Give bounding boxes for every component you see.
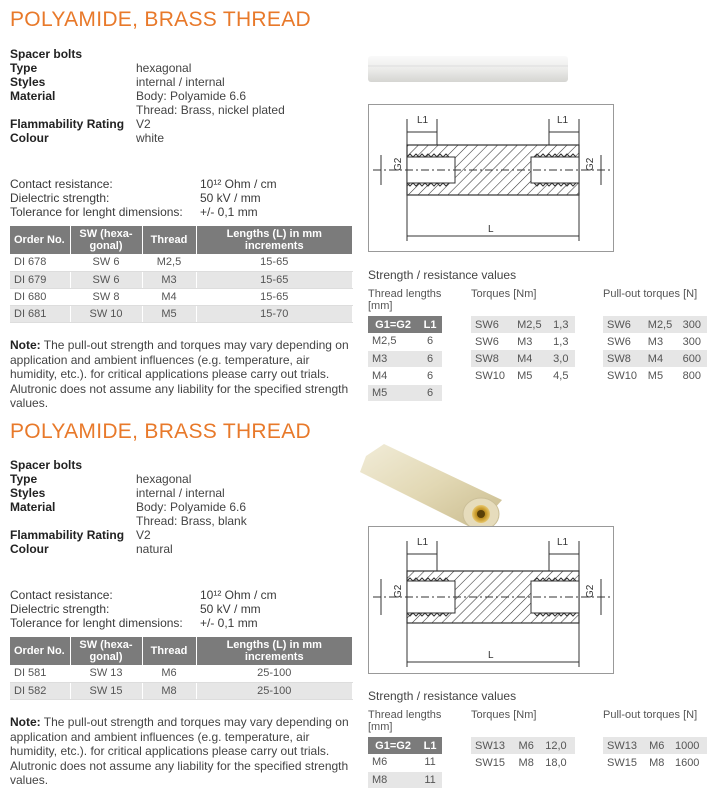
prop-key: Flammability Rating	[10, 117, 125, 131]
th: G1=G2	[368, 316, 418, 333]
spec-key: Dielectric strength:	[10, 602, 110, 616]
order-header: Thread	[142, 637, 196, 665]
prop-key: Material	[10, 500, 56, 514]
table-row: M2,5 6	[368, 333, 442, 350]
prop-value: white	[136, 131, 165, 145]
prop-key: Material	[10, 89, 56, 103]
table-row: SW8 M4 600	[603, 350, 707, 367]
table-row: M8 11	[368, 771, 442, 788]
spec-key: Tolerance for lenght dimensions:	[10, 205, 183, 219]
order-header: Lengths (L) in mm increments	[196, 226, 353, 254]
table-row: SW8 M4 3,0	[471, 350, 575, 367]
prop-key	[10, 514, 136, 528]
prop-value: internal / internal	[136, 75, 225, 89]
torque-table	[471, 316, 575, 384]
th: L1	[418, 737, 442, 754]
l-label: L	[488, 650, 494, 661]
property-list	[10, 458, 340, 556]
spec-key: Dielectric strength:	[10, 191, 110, 205]
l1-label: L1	[417, 537, 429, 548]
th: G1=G2	[368, 737, 418, 754]
l1-label: L1	[417, 115, 429, 126]
g2-label: G2	[585, 584, 596, 598]
pullout-table	[603, 737, 707, 771]
thread-lengths-heading: Thread lengths [mm]	[368, 709, 442, 733]
prop-value: V2	[136, 528, 151, 542]
prop-key: Styles	[10, 75, 46, 89]
strength-title: Strength / resistance values	[368, 689, 517, 703]
prop-value: hexagonal	[136, 472, 192, 486]
technical-drawing	[368, 526, 614, 674]
table-row: SW6 M3 300	[607, 335, 702, 348]
spec-value: 10¹² Ohm / cm	[200, 588, 277, 602]
section-title: POLYAMIDE, BRASS THREAD	[10, 8, 311, 31]
subtitle: Spacer bolts	[10, 47, 83, 61]
g2-label: G2	[393, 584, 404, 598]
spec-key: Contact resistance:	[10, 177, 113, 191]
table-row: SW15 M8 1600	[607, 756, 700, 769]
prop-value: V2	[136, 117, 151, 131]
order-header: Thread	[142, 226, 196, 254]
table-row: DI 680 SW 8 M4 15-65	[10, 288, 353, 305]
g2-label: G2	[393, 157, 404, 171]
prop-value: Thread: Brass, nickel plated	[136, 103, 285, 117]
table-row: M4 6	[368, 367, 442, 384]
prop-key: Colour	[10, 542, 49, 556]
table-row: SW6 M3 1,3	[475, 335, 569, 348]
prop-key	[10, 103, 136, 117]
section-title: POLYAMIDE, BRASS THREAD	[10, 420, 311, 443]
table-row: M5 6	[368, 384, 442, 401]
g2-label: G2	[585, 157, 596, 171]
table-row: DI 679 SW 6 M3 15-65	[10, 271, 353, 288]
table-row: SW10 M5 4,5	[475, 369, 569, 382]
order-header: Order No.	[10, 226, 70, 254]
table-row: DI 581 SW 13 M6 25-100	[10, 665, 353, 682]
table-row: M3 6	[368, 350, 442, 367]
technical-drawing	[368, 104, 614, 252]
table-row: SW6 M2,5 1,3	[471, 316, 575, 333]
table-row: SW13 M6 1000	[603, 737, 707, 754]
product-section-2	[0, 412, 720, 804]
prop-key: Styles	[10, 486, 46, 500]
prop-key: Colour	[10, 131, 49, 145]
th: L1	[418, 316, 442, 333]
thread-length-table	[368, 316, 442, 402]
prop-value: Body: Polyamide 6.6	[136, 89, 247, 103]
prop-value: Body: Polyamide 6.6	[136, 500, 247, 514]
spec-list	[10, 177, 277, 219]
l-label: L	[488, 224, 494, 235]
spec-key: Tolerance for lenght dimensions:	[10, 616, 183, 630]
spec-value: 10¹² Ohm / cm	[200, 177, 277, 191]
spec-value: +/- 0,1 mm	[200, 205, 258, 219]
prop-value: internal / internal	[136, 486, 225, 500]
pullout-table	[603, 316, 707, 384]
table-row: DI 582 SW 15 M8 25-100	[10, 682, 353, 699]
product-photo	[366, 52, 576, 95]
prop-value: Thread: Brass, blank	[136, 514, 247, 528]
order-header: SW (hexa-gonal)	[70, 637, 142, 665]
property-list	[10, 47, 340, 145]
thread-lengths-heading: Thread lengths [mm]	[368, 288, 442, 312]
order-table	[10, 226, 353, 323]
prop-value: natural	[136, 542, 173, 556]
table-row: SW10 M5 800	[607, 369, 702, 382]
torques-heading: Torques [Nm]	[471, 288, 537, 300]
prop-key: Type	[10, 61, 38, 75]
order-header: Lengths (L) in mm increments	[196, 637, 353, 665]
torques-heading: Torques [Nm]	[471, 709, 537, 721]
spec-key: Contact resistance:	[10, 588, 113, 602]
l1-label: L1	[557, 115, 569, 126]
prop-value: hexagonal	[136, 61, 192, 75]
l1-label: L1	[557, 537, 569, 548]
table-row: SW6 M2,5 300	[603, 316, 707, 333]
torque-table	[471, 737, 575, 771]
subtitle: Spacer bolts	[10, 458, 83, 472]
note-text: Note: The pull-out strength and torques may vary depending on application and ambient influences (e.g. temperature, air humidity, etc.). for critical applications please carry out trials. Alutronic does not assume any liability for the specified strength values.	[10, 715, 349, 787]
pullout-heading: Pull-out torques [N]	[603, 288, 698, 300]
table-row: DI 678 SW 6 M2,5 15-65	[10, 254, 353, 271]
strength-title: Strength / resistance values	[368, 268, 517, 282]
note-text: Note: The pull-out strength and torques may vary depending on application and ambient influences (e.g. temperature, air humidity, etc.). for critical applications please carry out trials. Alutronic does not assume any liability for the specified strength values.	[10, 338, 349, 410]
spec-value: 50 kV / mm	[200, 191, 261, 205]
table-row: M6 11	[368, 754, 442, 771]
order-header: Order No.	[10, 637, 70, 665]
order-table	[10, 637, 353, 700]
table-row: SW13 M6 12,0	[471, 737, 575, 754]
order-header: SW (hexa-gonal)	[70, 226, 142, 254]
table-row: SW15 M8 18,0	[475, 756, 567, 769]
spec-list	[10, 588, 277, 630]
prop-key: Type	[10, 472, 38, 486]
prop-key: Flammability Rating	[10, 528, 125, 542]
thread-length-table	[368, 737, 442, 789]
spec-value: +/- 0,1 mm	[200, 616, 258, 630]
pullout-heading: Pull-out torques [N]	[603, 709, 698, 721]
spec-value: 50 kV / mm	[200, 602, 261, 616]
table-row: DI 681 SW 10 M5 15-70	[10, 305, 353, 322]
